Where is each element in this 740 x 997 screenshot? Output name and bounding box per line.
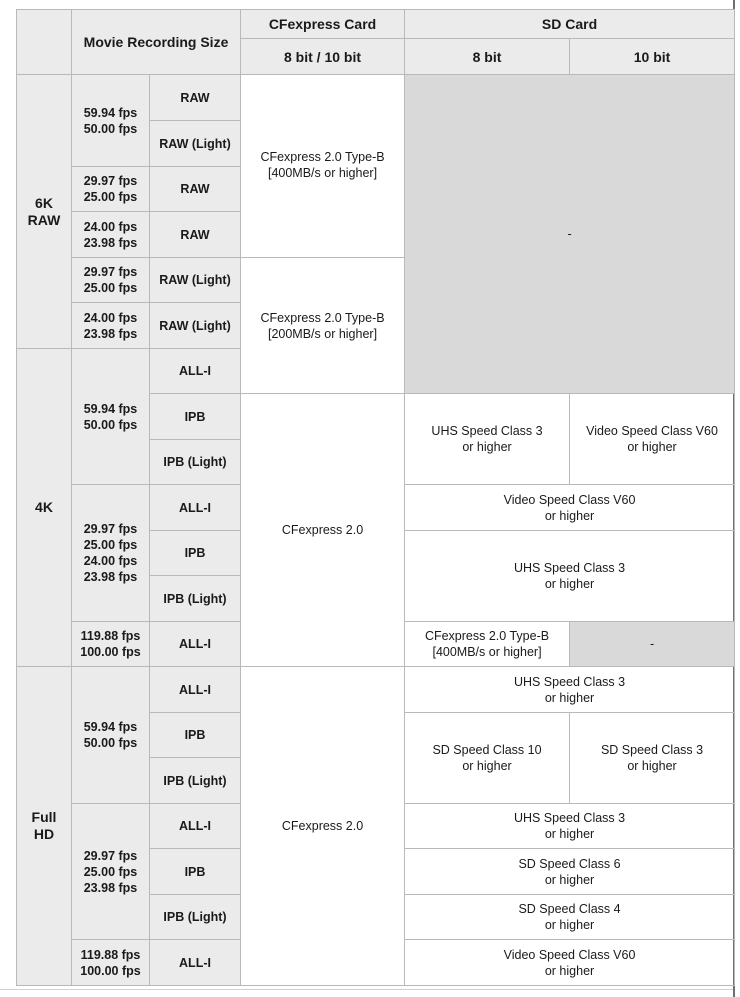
- sd-8bit-cell: SD Speed Class 10 or higher: [405, 713, 570, 804]
- sd-card-cell: -: [570, 622, 735, 667]
- cf-card-cell: CFexpress 2.0: [241, 667, 405, 986]
- fps-cell: 29.97 fps 25.00 fps: [72, 167, 150, 212]
- mode-cell: RAW: [150, 167, 241, 212]
- mode-cell: IPB (Light): [150, 758, 241, 804]
- recording-size-table: [16, 9, 735, 986]
- cf-card-cell: CFexpress 2.0 Type-B [400MB/s or higher]: [405, 622, 570, 667]
- mode-cell: RAW (Light): [150, 121, 241, 167]
- header-sd-card: SD Card: [405, 10, 735, 39]
- sd-card-cell: UHS Speed Class 3 or higher: [405, 531, 735, 622]
- group-full-hd: Full HD: [17, 667, 72, 986]
- mode-cell: ALL-I: [150, 349, 241, 394]
- header-cf-bits: 8 bit / 10 bit: [241, 39, 405, 75]
- mode-cell: IPB: [150, 531, 241, 576]
- sd-card-cell: Video Speed Class V60 or higher: [405, 485, 735, 531]
- fps-cell: 59.94 fps 50.00 fps: [72, 667, 150, 804]
- sd-card-cell: SD Speed Class 4 or higher: [405, 895, 735, 940]
- fps-cell: 29.97 fps 25.00 fps: [72, 258, 150, 303]
- fps-cell: 59.94 fps 50.00 fps: [72, 349, 150, 485]
- fps-cell: 119.88 fps 100.00 fps: [72, 940, 150, 986]
- mode-cell: IPB (Light): [150, 895, 241, 940]
- group-4k: 4K: [17, 349, 72, 667]
- sd-card-cell: UHS Speed Class 3 or higher: [405, 667, 735, 713]
- header-sd-10bit: 10 bit: [570, 39, 735, 75]
- mode-cell: ALL-I: [150, 667, 241, 713]
- header-corner: [17, 10, 72, 75]
- cf-card-cell: CFexpress 2.0: [241, 394, 405, 667]
- mode-cell: IPB: [150, 849, 241, 895]
- mode-cell: ALL-I: [150, 804, 241, 849]
- mode-cell: RAW: [150, 212, 241, 258]
- fps-cell: 24.00 fps 23.98 fps: [72, 212, 150, 258]
- mode-cell: IPB: [150, 394, 241, 440]
- cf-card-cell: CFexpress 2.0 Type-B [400MB/s or higher]: [241, 75, 405, 258]
- header-sd-8bit: 8 bit: [405, 39, 570, 75]
- mode-cell: IPB (Light): [150, 576, 241, 622]
- fps-cell: 29.97 fps 25.00 fps 24.00 fps 23.98 fps: [72, 485, 150, 622]
- mode-cell: RAW (Light): [150, 303, 241, 349]
- sd-card-cell: SD Speed Class 6 or higher: [405, 849, 735, 895]
- mode-cell: ALL-I: [150, 622, 241, 667]
- mode-cell: RAW (Light): [150, 258, 241, 303]
- mode-cell: IPB: [150, 713, 241, 758]
- group-6k-raw: 6K RAW: [17, 75, 72, 349]
- mode-cell: ALL-I: [150, 485, 241, 531]
- page-bottom-rule: [0, 989, 733, 990]
- fps-cell: 59.94 fps 50.00 fps: [72, 75, 150, 167]
- sd-10bit-cell: SD Speed Class 3 or higher: [570, 713, 735, 804]
- sd-card-cell: -: [405, 75, 735, 394]
- sd-8bit-cell: UHS Speed Class 3 or higher: [405, 394, 570, 485]
- sd-card-cell: UHS Speed Class 3 or higher: [405, 804, 735, 849]
- mode-cell: RAW: [150, 75, 241, 121]
- fps-cell: 24.00 fps 23.98 fps: [72, 303, 150, 349]
- mode-cell: IPB (Light): [150, 440, 241, 485]
- cf-card-cell: CFexpress 2.0 Type-B [200MB/s or higher]: [241, 258, 405, 394]
- header-movie-size: Movie Recording Size: [72, 10, 241, 75]
- fps-cell: 119.88 fps 100.00 fps: [72, 622, 150, 667]
- sd-card-cell: Video Speed Class V60 or higher: [405, 940, 735, 986]
- fps-cell: 29.97 fps 25.00 fps 23.98 fps: [72, 804, 150, 940]
- mode-cell: ALL-I: [150, 940, 241, 986]
- sd-10bit-cell: Video Speed Class V60 or higher: [570, 394, 735, 485]
- header-cfexpress-card: CFexpress Card: [241, 10, 405, 39]
